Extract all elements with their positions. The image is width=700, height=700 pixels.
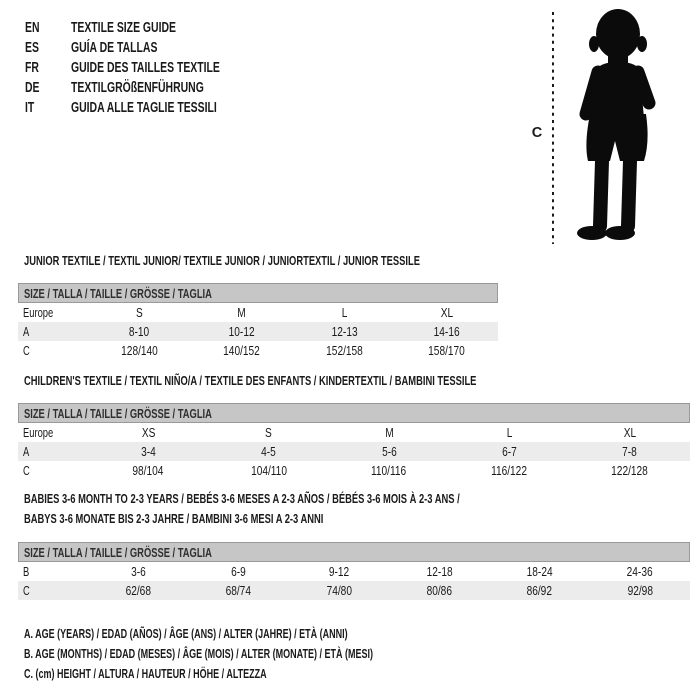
- section-title-text: CHILDREN'S TEXTILE / TEXTIL NIÑO/A / TEXTILE DES ENFANTS / KINDERTEXTIL / BAMBINI TESSILE: [24, 373, 477, 388]
- table-header-text: SIZE / TALLA / TAILLE / GRÖSSE / TAGLIA: [24, 285, 212, 301]
- language-code-text: IT: [25, 100, 35, 116]
- table-cell: [289, 564, 389, 579]
- table-cell-text: S: [135, 305, 143, 320]
- language-code: [25, 18, 71, 38]
- language-code: [25, 38, 71, 58]
- language-row: [25, 38, 278, 58]
- table-row: [18, 581, 690, 600]
- table-cell-text: 12-13: [331, 324, 358, 339]
- language-title: [71, 18, 217, 38]
- table-cell: [208, 444, 328, 459]
- table-cell: [88, 583, 188, 598]
- row-label-text: Europe: [23, 425, 54, 440]
- table-cell-text: 140/152: [223, 343, 261, 358]
- table-cell-text: XL: [440, 305, 453, 320]
- table-header-bar: [18, 542, 690, 562]
- size-table: [18, 542, 690, 600]
- table-cell-text: 3-4: [140, 444, 156, 459]
- table-cell-text: 10-12: [228, 324, 255, 339]
- table-cell-text: 7-8: [622, 444, 638, 459]
- table-cell: [188, 583, 288, 598]
- table-cell-text: XL: [623, 425, 637, 440]
- table-cell-text: 116/122: [491, 463, 528, 478]
- table-cell-text: M: [237, 305, 246, 320]
- language-row: [25, 98, 278, 118]
- table-cell-text: 8-10: [129, 324, 150, 339]
- language-title-text: GUIDE DES TAILLES TEXTILE: [71, 60, 220, 76]
- legend-line-text: B. AGE (MONTHS) / EDAD (MESES) / ÂGE (MOIS) / ALTER (MONATE) / ETÀ (MESI): [24, 647, 373, 661]
- table-row: [18, 423, 690, 442]
- table-cell: [329, 463, 449, 478]
- row-label: [18, 324, 88, 339]
- row-label-text: C: [23, 343, 30, 358]
- table-header-bar: [18, 283, 498, 303]
- legend-line-text: C. (cm) HEIGHT / ALTURA / HAUTEUR / HÖHE / ALTEZZA: [24, 667, 267, 681]
- row-label: [18, 343, 88, 358]
- table-cell: [570, 444, 690, 459]
- table-cell: [489, 564, 589, 579]
- table-cell: [590, 583, 690, 598]
- table-cell: [570, 463, 690, 478]
- table-cell-text: 92/98: [627, 583, 653, 598]
- language-title: [71, 38, 191, 58]
- size-table-section: [18, 371, 690, 480]
- size-table-section: [18, 251, 574, 360]
- table-cell-text: 122/128: [611, 463, 649, 478]
- table-cell: [449, 444, 569, 459]
- table-row: [18, 461, 690, 480]
- table-cell-text: 5-6: [381, 444, 397, 459]
- height-measure-label: C: [531, 125, 543, 141]
- table-cell: [88, 463, 208, 478]
- section-title-text: BABYS 3-6 MONATE BIS 2-3 JAHRE / BAMBINI 3-6 MESI A 2-3 ANNI: [24, 511, 324, 526]
- table-row: [18, 341, 498, 360]
- row-label: [18, 583, 88, 598]
- language-code-text: ES: [25, 40, 39, 56]
- section-title-line: [24, 371, 690, 391]
- size-table: [18, 283, 498, 360]
- measurement-figure: [526, 4, 686, 250]
- row-label-text: Europe: [23, 305, 54, 320]
- language-code: [25, 98, 71, 118]
- language-title-text: TEXTILE SIZE GUIDE: [71, 20, 176, 36]
- table-cell: [389, 564, 489, 579]
- row-label-text: C: [23, 463, 30, 478]
- table-cell: [396, 324, 499, 339]
- legend: [24, 624, 509, 684]
- language-title: [71, 98, 273, 118]
- row-label-text: A: [23, 324, 30, 339]
- table-cell: [289, 583, 389, 598]
- table-cell-text: 6-7: [502, 444, 517, 459]
- table-cell-text: L: [506, 425, 513, 440]
- toddler-silhouette-icon: [526, 4, 686, 250]
- section-title-line: [24, 251, 574, 271]
- language-row: [25, 18, 278, 38]
- section-title-text: BABIES 3-6 MONTH TO 2-3 YEARS / BEBÉS 3-6 MESES A 2-3 AÑOS / BÉBÉS 3-6 MOIS À 2-3 ANS /: [24, 491, 460, 506]
- table-cell: [449, 463, 569, 478]
- table-header-bar: [18, 403, 690, 423]
- row-label: [18, 444, 88, 459]
- row-label: [18, 564, 88, 579]
- table-header-text: SIZE / TALLA / TAILLE / GRÖSSE / TAGLIA: [24, 544, 212, 560]
- table-cell: [88, 343, 191, 358]
- table-cell-text: 86/92: [526, 583, 553, 598]
- section-title: [24, 489, 690, 529]
- language-title-text: GUÍA DE TALLAS: [71, 40, 158, 56]
- table-cell: [293, 324, 396, 339]
- table-cell-text: S: [265, 425, 272, 440]
- table-cell-text: 12-18: [426, 564, 453, 579]
- table-cell: [590, 564, 690, 579]
- section-title-line: [24, 509, 690, 529]
- language-title: [71, 58, 278, 78]
- table-cell: [396, 305, 499, 320]
- table-cell-text: 68/74: [225, 583, 252, 598]
- language-code: [25, 58, 71, 78]
- table-cell: [570, 425, 690, 440]
- section-title-text: JUNIOR TEXTILE / TEXTIL JUNIOR/ TEXTILE JUNIOR / JUNIORTEXTIL / JUNIOR TESSILE: [24, 253, 420, 268]
- language-code-text: FR: [25, 60, 39, 76]
- table-cell-text: 152/158: [325, 343, 363, 358]
- language-title-text: GUIDA ALLE TAGLIE TESSILI: [71, 100, 217, 116]
- table-cell: [191, 324, 294, 339]
- table-cell: [208, 463, 328, 478]
- table-cell-text: 6-9: [231, 564, 246, 579]
- table-cell-text: 18-24: [526, 564, 553, 579]
- row-label-text: B: [23, 564, 30, 579]
- table-cell: [489, 583, 589, 598]
- table-cell: [208, 425, 328, 440]
- table-cell: [293, 305, 396, 320]
- table-cell: [88, 305, 191, 320]
- table-cell-text: 14-16: [433, 324, 460, 339]
- table-cell-text: XS: [141, 425, 155, 440]
- legend-line: [24, 664, 509, 684]
- table-row: [18, 322, 498, 341]
- size-table: [18, 403, 690, 480]
- table-row: [18, 442, 690, 461]
- language-code-text: DE: [25, 80, 40, 96]
- legend-line: [24, 644, 509, 664]
- language-row: [25, 78, 278, 98]
- table-cell: [449, 425, 569, 440]
- language-code-text: EN: [25, 20, 40, 36]
- table-cell-text: 3-6: [130, 564, 146, 579]
- table-cell: [191, 343, 294, 358]
- table-cell: [191, 305, 294, 320]
- language-row: [25, 58, 278, 78]
- section-title: [24, 251, 574, 271]
- table-cell-text: 98/104: [132, 463, 164, 478]
- table-cell-text: L: [341, 305, 348, 320]
- table-cell: [293, 343, 396, 358]
- table-cell: [329, 425, 449, 440]
- table-cell: [88, 444, 208, 459]
- legend-line-text: A. AGE (YEARS) / EDAD (AÑOS) / ÂGE (ANS) / ALTER (JAHRE) / ETÀ (ANNI): [24, 627, 348, 641]
- row-label: [18, 305, 88, 320]
- language-list: [25, 18, 278, 118]
- legend-line: [24, 624, 509, 644]
- table-cell-text: M: [384, 425, 394, 440]
- table-cell-text: 104/110: [250, 463, 287, 478]
- section-title-line: [24, 489, 690, 509]
- section-title: [24, 371, 690, 391]
- toddler-silhouette: [577, 9, 649, 240]
- table-cell-text: 110/116: [371, 463, 407, 478]
- table-cell-text: 74/80: [326, 583, 352, 598]
- table-cell: [88, 564, 188, 579]
- language-title: [71, 78, 255, 98]
- table-cell-text: 158/170: [428, 343, 466, 358]
- table-cell: [88, 324, 191, 339]
- table-cell: [389, 583, 489, 598]
- table-cell-text: 80/86: [426, 583, 452, 598]
- row-label-text: A: [23, 444, 30, 459]
- table-cell-text: 128/140: [120, 343, 158, 358]
- table-cell: [188, 564, 288, 579]
- table-cell-text: 9-12: [328, 564, 349, 579]
- row-label: [18, 463, 88, 478]
- table-cell: [88, 425, 208, 440]
- row-label: [18, 425, 88, 440]
- table-cell-text: 4-5: [261, 444, 276, 459]
- table-cell-text: 24-36: [626, 564, 653, 579]
- table-cell: [329, 444, 449, 459]
- table-header-text: SIZE / TALLA / TAILLE / GRÖSSE / TAGLIA: [24, 405, 212, 421]
- table-cell-text: 62/68: [125, 583, 151, 598]
- table-row: [18, 303, 498, 322]
- language-title-text: TEXTILGRÖßENFÜHRUNG: [71, 80, 204, 96]
- row-label-text: C: [23, 583, 30, 598]
- table-row: [18, 562, 690, 581]
- table-cell: [396, 343, 499, 358]
- size-table-section: [18, 489, 690, 600]
- language-code: [25, 78, 71, 98]
